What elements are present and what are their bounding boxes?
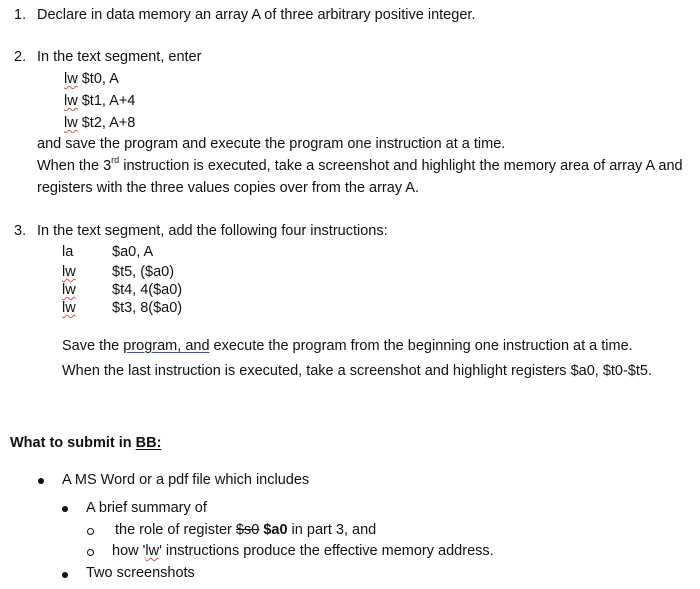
submit-bullet-3: Two screenshots: [86, 565, 195, 581]
item2-code-line-2: [64, 92, 135, 110]
bullet-icon: [62, 506, 68, 512]
item1-number: 1.: [14, 7, 27, 23]
ordinal-superscript: rd: [111, 155, 120, 166]
sub1-pre: the role of register: [115, 522, 236, 538]
bullet-icon: [62, 572, 68, 578]
item3-code-op-3: lw: [62, 282, 76, 298]
sub1-bold: $a0: [259, 522, 288, 538]
item2-line-2: [37, 157, 683, 175]
submit-heading-text: What to submit in: [10, 435, 136, 451]
item2-line-3: registers with the three values copies over from the array A.: [37, 180, 420, 196]
item3-number: 3.: [14, 223, 27, 239]
item2-line-2-pre: When the 3: [37, 158, 112, 174]
sub1-post: in part 3, and: [287, 522, 377, 538]
code-args: $t0, A: [81, 71, 119, 87]
item3-code-args-2: $t5, ($a0): [112, 264, 175, 280]
submit-heading: [10, 434, 161, 452]
item3-save-line: [62, 337, 633, 355]
submit-sub-1: [115, 521, 376, 539]
item3-last-line: When the last instruction is executed, take a screenshot and highlight registers $a0, $t0-$t5.: [62, 363, 653, 379]
item2-line-2-post: instruction is executed, take a screenshot and highlight the memory area of array A and: [119, 158, 683, 174]
item3-code-args-1: $a0, A: [112, 244, 154, 260]
code-args: $t2, A+8: [81, 115, 136, 131]
submit-bullet-1: A MS Word or a pdf file which includes: [62, 472, 310, 488]
item3-code-op-4: lw: [62, 300, 76, 316]
item3-code-args-3: $t4, 4($a0): [112, 282, 183, 298]
sub2-pre: how ': [112, 543, 146, 559]
item1-text: Declare in data memory an array A of three arbitrary positive integer.: [37, 7, 476, 23]
code-op: lw: [64, 115, 78, 131]
sub2-post: ' instructions produce the effective memory address.: [159, 543, 494, 559]
item2-line-1: and save the program and execute the program one instruction at a time.: [37, 136, 506, 152]
code-args: $t1, A+4: [81, 93, 136, 109]
code-op: lw: [64, 71, 78, 87]
item2-intro: In the text segment, enter: [37, 49, 202, 65]
hollow-bullet-icon: [87, 528, 94, 535]
item2-number: 2.: [14, 49, 27, 65]
hollow-bullet-icon: [87, 549, 94, 556]
save-line-link: program, and: [123, 338, 210, 354]
save-line-pre: Save the: [62, 338, 124, 354]
sub1-strike: $s0: [235, 522, 260, 538]
item3-code-op-1: la: [62, 244, 74, 260]
item2-code-line-1: [64, 70, 119, 88]
sub2-squiggle: lw: [145, 543, 160, 559]
submit-heading-link: BB:: [135, 435, 162, 451]
save-line-post: execute the program from the beginning one instruction at a time.: [209, 338, 633, 354]
submit-sub-2: [112, 542, 494, 560]
item2-code-line-3: [64, 114, 135, 132]
item3-code-args-4: $t3, 8($a0): [112, 300, 183, 316]
code-op: lw: [64, 93, 78, 109]
bullet-icon: [38, 478, 44, 484]
item3-intro: In the text segment, add the following four instructions:: [37, 223, 388, 239]
submit-bullet-2: A brief summary of: [86, 500, 207, 516]
item3-code-op-2: lw: [62, 264, 76, 280]
